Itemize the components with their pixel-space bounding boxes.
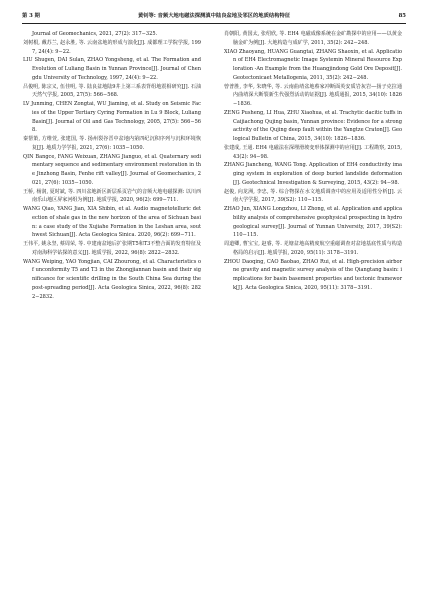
page-number: 85: [398, 13, 406, 19]
reference-entry: LV Junming, CHEN Zongtai, WU Jiaming, et al. Study on Seismic Facies of the Upper Tertiary Cyring Formation in Lu 9 Block, Luliang Basin[J]. Journal of Oil and Gas Technology, 2005, 27(5): 566−568.: [23, 101, 201, 134]
reference-column-left: [23, 30, 201, 301]
reference-entry: WANG Weiping, YAO Yongjian, CAI Zhourong, et al. Characteristics of unconformity T5 and T3 in the Zhongjiannan basin and their significance for scientific drilling in the South China Sea during the post-spreading period[J]. Acta Geologica Sinica, 2022, 96(8): 2822−2832.: [23, 258, 201, 300]
header-rule: [22, 23, 406, 24]
reference-entry: Journal of Geomechanics, 2021, 27(2): 317−325.: [32, 31, 158, 37]
reference-entry: 刘树根, 戴苏兰, 赵永胜, 等. 云南盆地的形成与演化[J]. 成都理工学院学报, 1997, 24(4): 9−22.: [23, 39, 201, 55]
reference-entry: 曾普胜, 李华, 朱晓华, 等. 云南曲靖盆地蔡家冲断面英安质岩灰岩—扬子克拉通内曲靖深大断裂新生代强烈活动的证据[J]. 地质通报, 2015, 34(10): 1826−1836.: [224, 83, 402, 107]
reference-entry: QIN Bangce, FANG Weixuan, ZHANG Jianguo, et al. Quaternary sedimentary sequence and sedimentary environment restoration in the Jinzhong Basin, Fenhe rift valley[J]. Journal of Geomechanics, 2021, 27(6): 1035−1050.: [23, 153, 201, 186]
reference-entry: 肖朝阳, 黄国太, 张绍欣, 等. EH4 电磁成像系统在金矿勘探中的应用——以黄金脑金矿为例[J]. 大地构造与成矿学, 2011, 35(2): 242−248.: [224, 31, 402, 46]
reference-entry: 王伟平, 姚永坚, 蔡周荣, 等. 中建南盆地后扩张期T5和T3不整合面的发育特征及对南海科学钻探的意义[J]. 地质学报, 2022, 96(8): 2822−2832.: [23, 241, 201, 256]
reference-entry: ZHAO Jun, XIANG Longzhou, LI Zhong, et al. Application and applicability analysis of comprehensive geophysical prospecting in hydrogeological survey[J]. Journal of Yunnan University, 2017, 39(S2): 110−115.: [224, 206, 402, 239]
reference-entry: WANG Qiao, YANG Jian, XIA Shibin, et al. Audio magnetotelluric detection of shale gas in the new horizon of the area of Sichuan basin: a case study of the Xujiahe Formation in the Leshan area, southwest Sichuan[J]. Acta Geologica Sinica. 2020, 96(2): 699−711.: [23, 206, 201, 239]
reference-entry: 赵俊, 向龙洲, 李忠, 等. 综合物探在水文地质调查中的应用及适用性分析[J]. 云南大学学报, 2017, 39(S2): 110−115.: [224, 188, 402, 204]
reference-entry: 张建成, 王通. EH4 电磁法在深埋滑坡变形体探测中的应用[J]. 工程勘察, 2015, 43(2): 94−98.: [224, 144, 402, 160]
reference-entry: ZENG Pusheng, LI Hua, ZHU Xiaohua, et al. Trachytic dacitic tuffs in Caijiachong Qujing basin, Yunnan province: Evidence for a strong activity of the Qujing deep fault within the Yangtze Craton[J]. Geological Bulletin of China, 2015, 34(10): 1826−1836.: [224, 109, 402, 142]
reference-entry: ZHOU Daoqing, CAO Baobao, ZHAO Rui, et al. High-precision airborne gravity and magnetic survey analysis of the Qiangtang basin: implications for basin basement properties and tectonic framework[J]. Acta Geologica Sinica, 2020, 95(11): 3178−3191.: [224, 258, 402, 291]
reference-entry: ZHANG Jiancheng, WANG Tong. Application of EH4 conductivity imaging system in exploration of deep buried landslide deformation[J]. Geotechnical Investigation & Surveying, 2015, 43(2): 94−98.: [224, 162, 402, 186]
reference-entry: LIU Shugen, DAI Sulan, ZHAO Yongsheng, et al. The Formation and Evolution of Luliang Basin in Yunnan Province[J]. Journal of Chengdu University of Technology, 1997, 24(4): 9−22.: [23, 57, 201, 81]
running-title: 黄钊等: 音频大地电磁法探测滇中陆良盆地及邻区的地质结构特征: [137, 13, 291, 19]
issue-label: 第 3 期: [22, 13, 40, 19]
page-header: [22, 11, 406, 21]
reference-entry: XIAO Zhaoyang, HUANG Guangtai, ZHANG Shaoxin, et al. Application of EH4 Electromagnetic Image Systemin Mineral Resource Exploration -An Example from the Huangjindong Gold Ore Deposit[J]. Geotectonicaet Metallogenia, 2011, 35(2): 242−248.: [224, 48, 402, 81]
reference-entry: 秦帮策, 方维萱, 张建国, 等. 扬州裂谷晋中盆地内第四纪沉积序列与沉积环境恢复[J]. 地质力学学报, 2021, 27(6): 1035−1050.: [23, 136, 201, 151]
reference-entry: 周道卿, 曹宝宝, 赵睿, 等. 羌塘盆地高精度航空重磁调查对盆地基底性质与构造格局的启示[J]. 地质学报, 2020, 95(11): 3178−3191.: [224, 241, 402, 256]
reference-entry: 吕俊明, 陈宗义, 伍佳明, 等. 陆良盆地陆9井上第三系表背组地震相研究[J]. 石油天然气学报, 2005, 27(5): 566−568.: [23, 83, 201, 99]
reference-column-right: [224, 30, 402, 293]
reference-entry: 王桥, 杨润, 夏时斌, 等. 四川盆地新区新层系页岩气的音频大地电磁探测: 以川西南乐山地区屏家河组为例[J]. 地质学报, 2020, 96(2): 699−711.: [23, 188, 201, 204]
